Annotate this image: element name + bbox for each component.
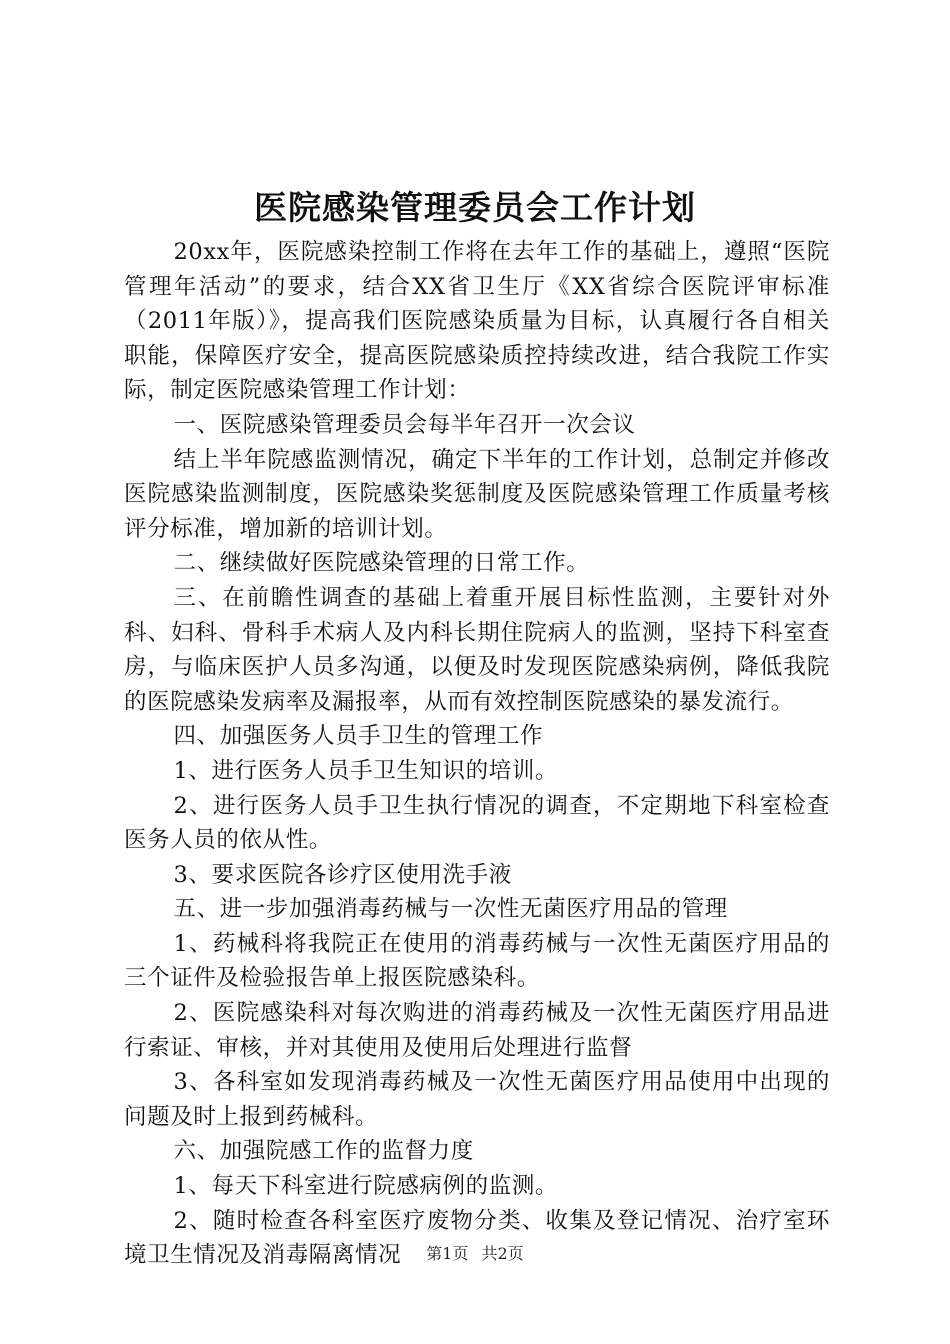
- paragraph-section-4-item-2: 2、进行医务人员手卫生执行情况的调查，不定期地下科室检查医务人员的依从性。: [124, 792, 830, 854]
- document-title: 医院感染管理委员会工作计划: [254, 188, 696, 227]
- paragraph-section-4-item-1: 1、进行医务人员手卫生知识的培训。: [173, 757, 559, 784]
- paragraph-section-1-body: 结上半年院感监测情况，确定下半年的工作计划，总制定并修改医院感染监测制度，医院感染奖惩制度及医院感染管理工作质量考核评分标准，增加新的培训计划。: [124, 446, 830, 542]
- paragraph-section-4-heading: 四、加强医务人员手卫生的管理工作: [173, 723, 544, 750]
- paragraph-section-6-heading: 六、加强院感工作的监督力度: [173, 1138, 474, 1165]
- paragraph-section-6-item-1: 1、每天下科室进行院感病例的监测。: [173, 1173, 559, 1200]
- paragraph-section-5-item-2: 2、医院感染科对每次购进的消毒药械及一次性无菌医疗用品进行索证、审核，并对其使用及使用后处理进行监督: [124, 1000, 830, 1061]
- paragraph-section-2-heading: 二、继续做好医院感染管理的日常工作。: [173, 550, 590, 577]
- paragraph-section-5-heading: 五、进一步加强消毒药械与一次性无菌医疗用品的管理: [173, 896, 728, 923]
- paragraph-section-5-item-1: 1、药械科将我院正在使用的消毒药械与一次性无菌医疗用品的三个证件及检验报告单上报医院感染科。: [124, 930, 830, 992]
- paragraph-section-1-heading: 一、医院感染管理委员会每半年召开一次会议: [173, 411, 636, 438]
- paragraph-section-3: 三、在前瞻性调查的基础上着重开展目标性监测，主要针对外科、妇科、骨科手术病人及内科长期住院病人的监测，坚持下科室查房，与临床医护人员多沟通，以便及时发现医院感染病例，降低我院的医院感染发病率及漏报率，从而有效控制医院感染的暴发流行。: [124, 584, 830, 715]
- paragraph-section-5-item-3: 3、各科室如发现消毒药械及一次性无菌医疗用品使用中出现的问题及时上报到药械科。: [124, 1069, 830, 1130]
- paragraph-intro: 20xx年，医院感染控制工作将在去年工作的基础上，遵照“医院管理年活动”的要求，结合XX省卫生厅《XX省综合医院评审标准（2011年版）》，提高我们医院感染质量为目标，认真履行各自相关职能，保障医疗安全，提高医院感染质控持续改进，结合我院工作实际，制定医院感染管理工作计划：: [124, 239, 830, 404]
- page-number-current: 第1页: [426, 1244, 469, 1263]
- document-body: [124, 235, 830, 1273]
- page-footer: [0, 1243, 950, 1265]
- paragraph-section-6-item-2: 2、随时检查各科室医疗废物分类、收集及登记情况、治疗室环境卫生情况及消毒隔离情况: [124, 1207, 830, 1269]
- paragraph-section-4-item-3: 3、要求医院各诊疗区使用洗手液: [173, 861, 512, 888]
- page-number-total: 共2页: [481, 1244, 524, 1263]
